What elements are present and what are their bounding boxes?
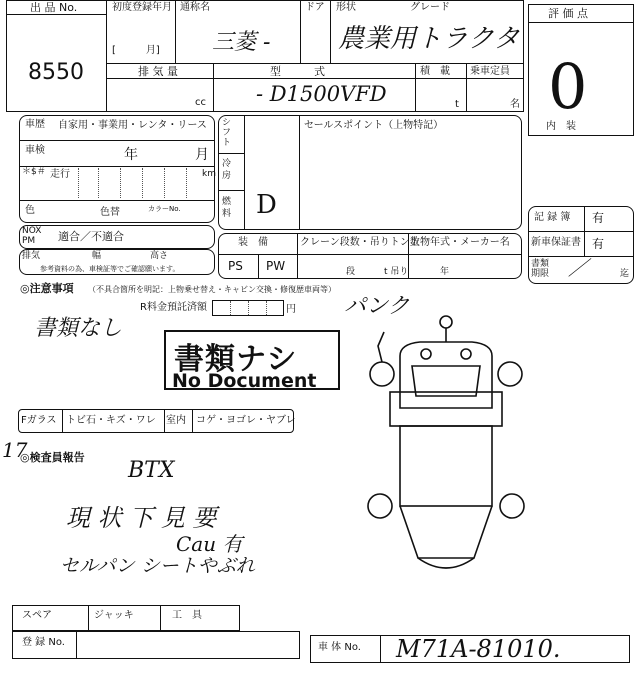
puncture-note: パンク — [344, 294, 410, 319]
documents-deadline-unit: 迄 — [620, 269, 630, 279]
equipment-label: 装 備 — [238, 237, 268, 248]
door-label: ドア — [305, 2, 325, 13]
handwritten-no-documents: 書類なし — [34, 316, 123, 341]
jack-label: ジャッキ — [94, 610, 134, 621]
nox-value: 適合／不適合 — [58, 230, 124, 243]
yen-unit: 円 — [286, 304, 296, 315]
capacity-unit: 名 — [510, 99, 520, 110]
inspector-title: ◎検査員報告 — [20, 451, 85, 464]
inspection-month-label: 月 — [195, 147, 209, 163]
common-name-label: 通称名 — [180, 2, 210, 13]
nox-label: NOX PM — [22, 226, 42, 246]
usage-options: 自家用・事業用・レンタ・リース — [58, 120, 207, 131]
stamp-english: No Document — [172, 370, 317, 392]
inspection-year-label: 年 — [124, 147, 138, 163]
dirt-damage-label: コゲ・ヨゴレ・ヤブレ — [196, 415, 296, 426]
wheel-icons — [368, 349, 524, 518]
shape-label: 形状 — [336, 2, 356, 13]
dimension-col-3: 高さ — [150, 251, 169, 261]
km-unit: km — [202, 169, 216, 179]
inspector-line-1: BTX — [128, 458, 175, 483]
record-book-label: 記 録 簿 — [534, 212, 571, 223]
rating-label: 評 価 点 — [548, 7, 588, 20]
capacity-label: 乗車定員 — [470, 66, 510, 77]
displacement-unit: cc — [195, 97, 206, 108]
lot-number-label: 出 品 No. — [30, 1, 78, 14]
load-unit: t — [455, 99, 459, 110]
inspection-label: 車検 — [25, 145, 45, 156]
model-label: 型 式 — [270, 65, 325, 78]
stone-chip-label: トビ石・キズ・ワレ — [66, 415, 156, 426]
mileage-label: 走行 — [50, 169, 70, 180]
notes-title: ◎注意事項 — [20, 282, 74, 295]
crane-stage-unit: 段 — [346, 267, 356, 277]
fuel-value: D — [256, 190, 277, 220]
color-number-label: カラーNo. — [148, 205, 181, 213]
rating-score: 0 — [548, 50, 588, 123]
spare-label: スペア — [22, 610, 52, 621]
dimension-col-2: 幅 — [92, 251, 102, 261]
stamp-japanese: 書類ナシ — [174, 342, 298, 377]
interior-condition-label: 室内 — [166, 415, 186, 426]
first-registration-month: [ 月] — [112, 45, 160, 56]
no-document-stamp — [164, 330, 340, 390]
dimension-note: 参考資料の為、車検証等でご確認願います。 — [40, 265, 180, 273]
ps-label: PS — [228, 259, 243, 273]
first-registration-label: 初度登録年月 — [112, 2, 172, 13]
warranty-label: 新車保証書 — [531, 237, 581, 248]
tools-label: 工 具 — [172, 610, 202, 621]
load-label: 積 載 — [420, 66, 450, 77]
vehicle-type: 農業用トラクタ — [338, 24, 520, 54]
inspector-line-2: 現 状 下 見 要 — [66, 504, 217, 532]
warranty-value: 有 — [592, 237, 605, 251]
crane-label: クレーン段数・吊りトン数 — [300, 237, 420, 248]
vehicle-diagram — [360, 288, 530, 588]
chassis-number-label: 車 体 No. — [318, 642, 361, 653]
maker-name: 三菱 - — [212, 30, 271, 55]
documents-deadline-slash: ／ — [568, 256, 588, 280]
lot-number: 8550 — [28, 60, 84, 85]
mileage-prefix: ＊$＃ — [22, 167, 46, 177]
inspector-number: 17 — [2, 438, 28, 462]
interior-label: 内 装 — [546, 121, 576, 132]
history-label: 車歴 — [25, 119, 45, 130]
grade-label: グレード — [410, 2, 450, 13]
registration-number-label: 登 録 No. — [22, 637, 65, 648]
documents-deadline-label: 書類期限 — [531, 259, 550, 279]
color-label: 色 — [25, 205, 35, 216]
shift-label: シフト — [222, 118, 232, 148]
inspector-line-3: Cau 有 — [176, 532, 243, 556]
inspector-line-4: セルパン シートやぶれ — [60, 555, 255, 577]
crane-ton-unit: t 吊り — [384, 267, 409, 277]
front-glass-label: Fガラス — [21, 415, 57, 426]
upper-year-unit: 年 — [440, 267, 450, 277]
pw-label: PW — [266, 259, 286, 273]
chassis-number: M71A-81010. — [396, 635, 561, 663]
color-change-label: 色替 — [100, 207, 120, 218]
dimension-col-1: 排気 — [22, 251, 41, 261]
record-book-value: 有 — [592, 211, 605, 225]
sales-point-label: セールスポイント（上物特記） — [304, 120, 444, 131]
model-code: - D1500VFD — [256, 82, 387, 106]
ac-label: 冷房 — [222, 159, 232, 181]
recycle-fee-label: R料金預託済額 — [140, 302, 207, 313]
upper-label: 上物年式・メーカー名 — [410, 237, 510, 248]
fuel-label: 燃料 — [222, 197, 232, 219]
displacement-label: 排 気 量 — [138, 65, 178, 78]
notes-subtitle: （不具合箇所を明記：上物乗せ替え・キャビン交換・修復歴車両等） — [88, 285, 336, 294]
